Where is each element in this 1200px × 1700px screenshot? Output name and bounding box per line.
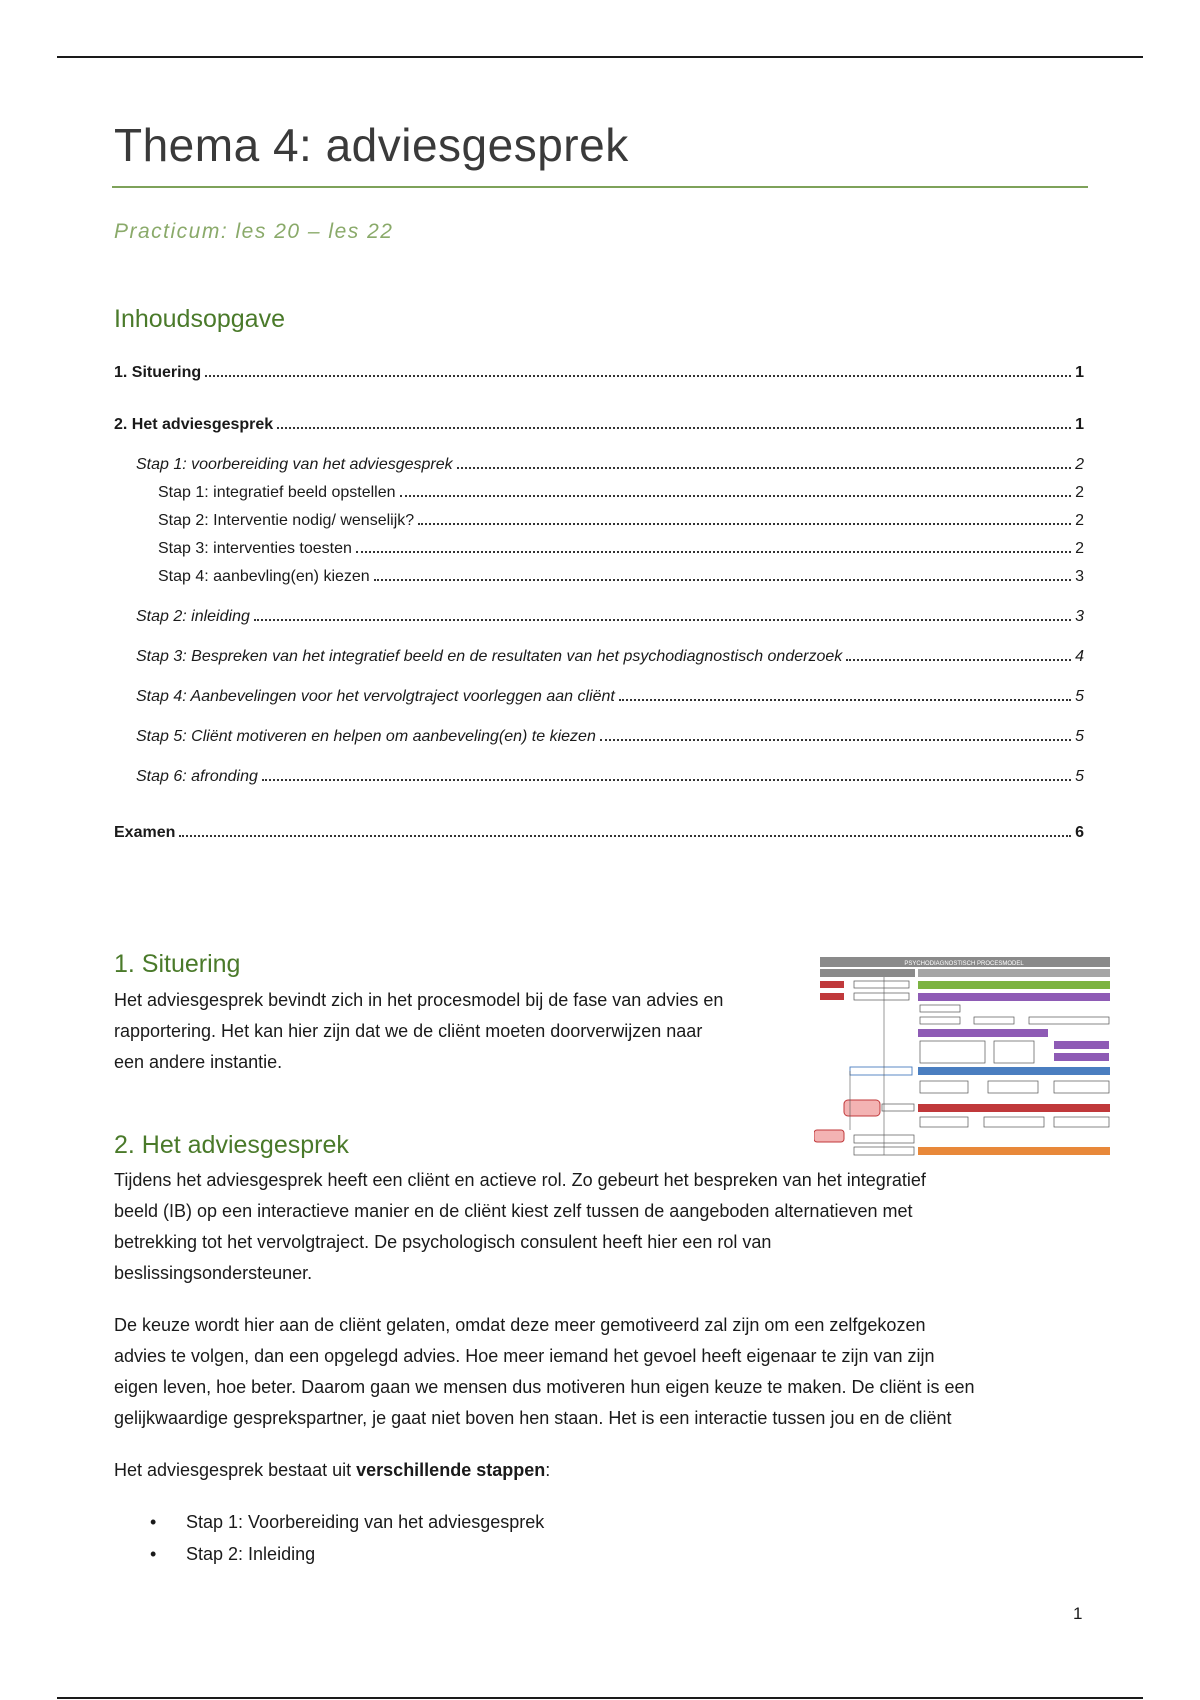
diagram-box <box>1029 1017 1109 1024</box>
diagram-bar <box>820 969 915 977</box>
paragraph-line: advies te volgen, dan een opgelegd advies. Hoe meer iemand het gevoel heeft eigenaar te zijn van zijn <box>114 1346 935 1366</box>
toc-entry-label: Stap 1: integratief beeld opstellen <box>158 484 396 501</box>
toc-entry-label: Stap 6: afronding <box>136 768 258 785</box>
toc-leader <box>262 778 1071 781</box>
toc-page-number: 2 <box>1075 512 1084 529</box>
diagram-bar-red <box>918 1104 1110 1112</box>
paragraph-line: Tijdens het adviesgesprek heeft een cliënt en actieve rol. Zo gebeurt het bespreken van het integratief <box>114 1170 926 1190</box>
toc-page-number: 2 <box>1075 484 1084 501</box>
toc-leader <box>374 578 1071 581</box>
diagram-title: PSYCHODIAGNOSTISCH PROCESMODEL <box>904 961 1024 967</box>
toc-page-number: 3 <box>1075 608 1084 625</box>
paragraph-line: betrekking tot het vervolgtraject. De psychologisch consulent heeft hier een rol van <box>114 1232 772 1252</box>
subtitle: Practicum: les 20 – les 22 <box>114 220 394 243</box>
diagram-box <box>994 1041 1034 1063</box>
diagram-box <box>854 993 909 1000</box>
toc-entry-label: Stap 3: interventies toesten <box>158 540 352 557</box>
toc-entry-substap1[interactable] <box>114 484 1084 506</box>
toc-heading: Inhoudsopgave <box>114 305 285 333</box>
diagram-bar-orange <box>918 1147 1110 1155</box>
diagram-box <box>984 1117 1044 1127</box>
diagram-box <box>920 1017 960 1024</box>
paragraph-bold-text: verschillende stappen <box>356 1460 546 1480</box>
toc-leader <box>600 738 1071 741</box>
toc-page-number: 5 <box>1075 768 1084 785</box>
paragraph-line: rapportering. Het kan hier zijn dat we de cliënt moeten doorverwijzen naar <box>114 1021 703 1041</box>
toc-entry-stap6[interactable] <box>114 768 1084 790</box>
title-underline <box>112 186 1088 188</box>
steps-bullet-list <box>150 1506 544 1570</box>
diagram-box <box>920 1005 960 1012</box>
list-item: • Stap 2: Inleiding <box>150 1538 544 1570</box>
toc-entry-stap4[interactable] <box>114 688 1084 710</box>
toc-entry-label: Stap 5: Cliënt motiveren en helpen om aanbeveling(en) te kiezen <box>136 728 596 745</box>
toc-page-number: 6 <box>1075 824 1084 841</box>
list-item: • Stap 1: Voorbereiding van het adviesgesprek <box>150 1506 544 1538</box>
toc-page-number: 5 <box>1075 728 1084 745</box>
diagram-marker-red <box>820 993 844 1000</box>
diagram-bar-blue <box>918 1067 1110 1075</box>
diagram-marker-red <box>820 981 844 988</box>
diagram-box <box>920 1117 968 1127</box>
paragraph-line: beslissingsondersteuner. <box>114 1263 313 1283</box>
top-rule <box>57 56 1143 58</box>
paragraph-text: : <box>545 1460 551 1480</box>
toc-entry-label: Stap 3: Bespreken van het integratief beeld en de resultaten van het psychodiagnostisch onderzoek <box>136 648 843 665</box>
section-adviesgesprek-paragraph-3 <box>114 1455 1104 1486</box>
toc-leader <box>457 466 1071 469</box>
toc-entry-label: 1. Situering <box>114 364 202 381</box>
toc-page-number: 2 <box>1075 456 1084 473</box>
toc-leader <box>277 426 1071 429</box>
toc-entry-label: Stap 2: Interventie nodig/ wenselijk? <box>158 512 415 529</box>
diagram-box <box>1054 1081 1109 1093</box>
toc-entry-substap3[interactable] <box>114 540 1084 562</box>
diagram-bar-purple <box>1054 1041 1109 1049</box>
diagram-box <box>850 1067 912 1075</box>
paragraph-line: gelijkwaardige gesprekspartner, je gaat niet boven hen staan. Het is een interactie tussen jou en de cliënt <box>114 1408 952 1428</box>
diagram-box <box>920 1041 985 1063</box>
toc-page-number: 3 <box>1075 568 1084 585</box>
toc-entry-substap4[interactable] <box>114 568 1084 590</box>
paragraph-line: een andere instantie. <box>114 1052 283 1072</box>
diagram-box <box>882 1104 914 1111</box>
diagram-box <box>1054 1117 1109 1127</box>
toc-entry-label: Stap 4: aanbevling(en) kiezen <box>158 568 370 585</box>
toc-page-number: 1 <box>1075 364 1084 381</box>
toc-leader <box>205 374 1071 377</box>
paragraph-text: Het adviesgesprek bestaat uit <box>114 1460 357 1480</box>
toc-entry-label: 2. Het adviesgesprek <box>114 416 274 433</box>
toc-entry-label: Stap 2: inleiding <box>136 608 250 625</box>
paragraph-line: De keuze wordt hier aan de cliënt gelaten, omdat deze meer gemotiveerd zal zijn om een zelfgekozen <box>114 1315 926 1335</box>
section-adviesgesprek-paragraph-2 <box>114 1310 1114 1434</box>
paragraph-line: eigen leven, hoe beter. Daarom gaan we mensen dus motiveren hun eigen keuze te maken. De cliënt is een <box>114 1377 975 1397</box>
toc-entry-label: Stap 4: Aanbevelingen voor het vervolgtraject voorleggen aan cliënt <box>136 688 615 705</box>
toc-leader <box>846 658 1071 661</box>
toc-leader <box>254 618 1071 621</box>
toc-page-number: 5 <box>1075 688 1084 705</box>
toc-entry-stap3[interactable] <box>114 648 1084 670</box>
toc-leader <box>418 522 1071 525</box>
toc-leader <box>179 834 1071 837</box>
diagram-bar-purple <box>918 1029 1048 1037</box>
section-adviesgesprek-paragraph-1 <box>114 1165 1104 1289</box>
toc-entry-stap5[interactable] <box>114 728 1084 750</box>
section-heading-situering: 1. Situering <box>114 950 241 978</box>
toc-leader <box>619 698 1071 701</box>
toc-leader <box>400 494 1072 497</box>
diagram-box <box>854 981 909 988</box>
bottom-rule <box>57 1697 1143 1699</box>
diagram-highlight <box>844 1100 880 1116</box>
diagram-bar <box>918 969 1110 977</box>
paragraph-line: beeld (IB) op een interactieve manier en de cliënt kiest zelf tussen de aangeboden alternatieven met <box>114 1201 913 1221</box>
process-model-diagram <box>814 955 1114 1165</box>
diagram-box <box>974 1017 1014 1024</box>
toc-page-number: 2 <box>1075 540 1084 557</box>
toc-entry-adviesgesprek[interactable] <box>114 416 1084 438</box>
diagram-highlight <box>814 1130 844 1142</box>
toc-page-number: 1 <box>1075 416 1084 433</box>
toc-entry-stap1[interactable] <box>114 456 1084 478</box>
diagram-box <box>988 1081 1038 1093</box>
page-title: Thema 4: adviesgesprek <box>114 119 629 171</box>
section-heading-adviesgesprek: 2. Het adviesgesprek <box>114 1131 349 1159</box>
diagram-bar-purple <box>918 993 1110 1001</box>
diagram-box <box>920 1081 968 1093</box>
toc-entry-examen[interactable] <box>114 824 1084 846</box>
toc-entry-substap2[interactable] <box>114 512 1084 534</box>
diagram-bar-green <box>918 981 1110 989</box>
toc-entry-label: Stap 1: voorbereiding van het adviesgesprek <box>136 456 453 473</box>
diagram-bar-purple <box>1054 1053 1109 1061</box>
paragraph-line: Het adviesgesprek bevindt zich in het procesmodel bij de fase van advies en <box>114 990 724 1010</box>
section-situering-paragraph <box>114 985 804 1078</box>
toc-leader <box>356 550 1071 553</box>
toc-page-number: 4 <box>1075 648 1084 665</box>
toc-entry-label: Examen <box>114 824 176 841</box>
toc-entry-stap2[interactable] <box>114 608 1084 630</box>
toc-entry-situering[interactable] <box>114 364 1084 386</box>
page-number: 1 <box>1073 1604 1083 1623</box>
